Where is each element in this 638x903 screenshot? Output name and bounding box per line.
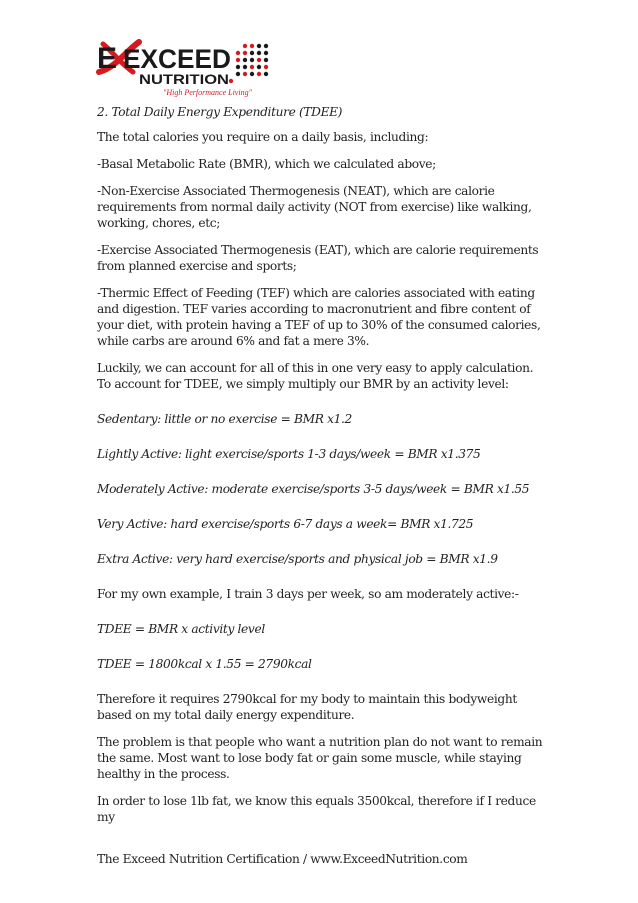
- logo-tagline: "High Performance Living": [163, 88, 252, 97]
- svg-text:E: E: [97, 42, 118, 75]
- activity-level-lightly-active: Lightly Active: light exercise/sports 1-3 days/week = BMR x1.375: [97, 447, 481, 461]
- section-title: 2. Total Daily Energy Expenditure (TDEE): [97, 105, 343, 119]
- logo-brand-top: EXCEED: [123, 44, 231, 74]
- formula-tdee: TDEE = BMR x activity level: [97, 622, 265, 636]
- example-intro: For my own example, I train 3 days per week, so am moderately active:-: [97, 587, 519, 601]
- paragraph: -Thermic Effect of Feeding (TEF) which are calories associated with eating and digestion. TEF varies according to macronutrient and fibre content of your diet, with protein having a TEF of up to 30% of the consumed calories, while carbs are around 6% and fat a mere 3%.: [97, 286, 541, 348]
- paragraph: Luckily, we can account for all of this in one very easy to apply calculation. To account for TDEE, we simply multiply our BMR by an activity level:: [97, 361, 534, 391]
- paragraph: -Exercise Associated Thermogenesis (EAT), which are calorie requirements from planned exercise and sports;: [97, 243, 539, 273]
- paragraph: Therefore it requires 2790kcal for my body to maintain this bodyweight based on my total daily energy expenditure.: [97, 692, 517, 722]
- paragraph: -Basal Metabolic Rate (BMR), which we calculated above;: [97, 157, 436, 171]
- activity-level-extra-active: Extra Active: very hard exercise/sports and physical job = BMR x1.9: [97, 552, 498, 566]
- page-footer: The Exceed Nutrition Certification / www.ExceedNutrition.com: [97, 852, 468, 866]
- activity-level-sedentary: Sedentary: little or no exercise = BMR x1.2: [97, 412, 352, 426]
- paragraph: In order to lose 1lb fat, we know this equals 3500kcal, therefore if I reduce my: [97, 794, 536, 824]
- paragraph: -Non-Exercise Associated Thermogenesis (NEAT), which are calorie requirements from normal daily activity (NOT from exercise) like walking, working, chores, etc;: [97, 184, 532, 230]
- logo-dot-grid-icon: [229, 44, 268, 83]
- paragraph: The total calories you require on a daily basis, including:: [97, 130, 429, 144]
- activity-level-moderately-active: Moderately Active: moderate exercise/sports 3-5 days/week = BMR x1.55: [97, 482, 530, 496]
- formula-tdee-example: TDEE = 1800kcal x 1.55 = 2790kcal: [97, 657, 312, 671]
- paragraph: The problem is that people who want a nutrition plan do not want to remain the same. Most want to lose body fat or gain some muscle, while staying healthy in the process.: [97, 735, 543, 781]
- exceed-nutrition-logo: [95, 38, 285, 98]
- logo-brand-bottom: NUTRITION: [139, 71, 229, 87]
- document-body: [97, 104, 545, 836]
- activity-level-very-active: Very Active: hard exercise/sports 6-7 days a week= BMR x1.725: [97, 517, 474, 531]
